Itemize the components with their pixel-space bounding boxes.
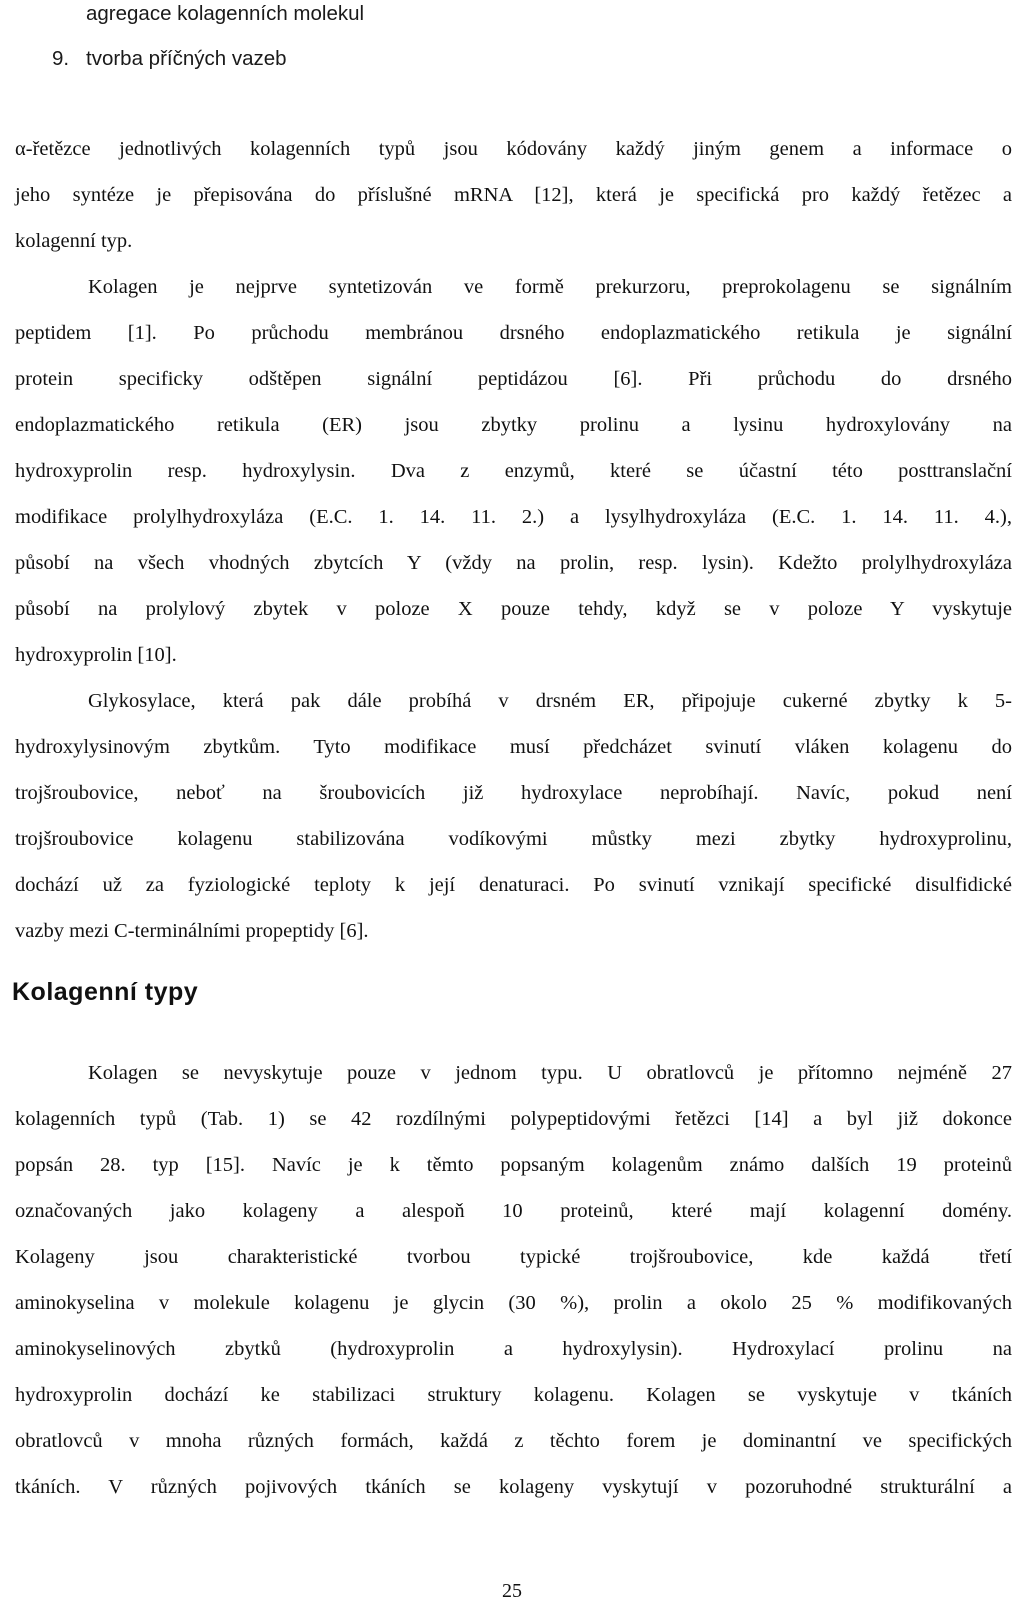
paragraph-line: Kolageny jsou charakteristické tvorbou typické trojšroubovice, kde každá třetí xyxy=(15,1246,1012,1268)
paragraph-line: popsán 28. typ [15]. Navíc je k těmto popsaným kolagenům známo dalších 19 proteinů xyxy=(15,1154,1012,1176)
paragraph-line: kolagenní typ. xyxy=(15,230,133,252)
paragraph-line: endoplazmatického retikula (ER) jsou zbytky prolinu a lysinu hydroxylovány na xyxy=(15,414,1012,436)
list-item-number: 9. xyxy=(52,47,70,70)
section-heading: Kolagenní typy xyxy=(12,978,199,1006)
paragraph-line: aminokyselinových zbytků (hydroxyprolin a hydroxylysin). Hydroxylací prolinu na xyxy=(15,1338,1012,1360)
paragraph-line: hydroxyprolin [10]. xyxy=(15,644,177,666)
paragraph-line: Kolagen je nejprve syntetizován ve formě prekurzoru, preprokolagenu se signálním xyxy=(88,276,1012,298)
paragraph-line: kolagenních typů (Tab. 1) se 42 rozdílnými polypeptidovými řetězci [14] a byl již dokonce xyxy=(15,1108,1012,1130)
paragraph-line: hydroxyprolin resp. hydroxylysin. Dva z enzymů, které se účastní této posttranslační xyxy=(15,460,1012,482)
paragraph-line: aminokyselina v molekule kolagenu je glycin (30 %), prolin a okolo 25 % modifikovaných xyxy=(15,1292,1012,1314)
paragraph-line: působí na prolylový zbytek v poloze X pouze tehdy, když se v poloze Y vyskytuje xyxy=(15,598,1012,620)
paragraph-line: α-řetězce jednotlivých kolagenních typů jsou kódovány každý jiným genem a informace o xyxy=(15,138,1012,160)
paragraph-line: působí na všech vhodných zbytcích Y (vždy na prolin, resp. lysin). Kdežto prolylhydroxyláza xyxy=(15,552,1012,574)
paragraph-line: jeho syntéze je přepisována do příslušné mRNA [12], která je specifická pro každý řetězec a xyxy=(15,184,1012,206)
page-number: 25 xyxy=(502,1580,522,1602)
list-item xyxy=(52,2,364,26)
list-item-text: agregace kolagenních molekul xyxy=(86,2,365,25)
paragraph-line: peptidem [1]. Po průchodu membránou drsného endoplazmatického retikula je signální xyxy=(15,322,1012,344)
list-item xyxy=(52,47,287,71)
paragraph-line: hydroxyprolin dochází ke stabilizaci struktury kolagenu. Kolagen se vyskytuje v tkáních xyxy=(15,1384,1012,1406)
list-item-text: tvorba příčných vazeb xyxy=(86,47,287,70)
paragraph-line: dochází už za fyziologické teploty k její denaturaci. Po svinutí vznikají specifické disulfidické xyxy=(15,874,1012,896)
paragraph-line: trojšroubovice, neboť na šroubovicích již hydroxylace neprobíhají. Navíc, pokud není xyxy=(15,782,1012,804)
paragraph-line: tkáních. V různých pojivových tkáních se kolageny vyskytují v pozoruhodné strukturální a xyxy=(15,1476,1012,1498)
paragraph-line: Glykosylace, která pak dále probíhá v drsném ER, připojuje cukerné zbytky k 5- xyxy=(88,690,1012,712)
paragraph-line: vazby mezi C-terminálními propeptidy [6]. xyxy=(15,920,369,942)
paragraph-line: modifikace prolylhydroxyláza (E.C. 1. 14. 11. 2.) a lysylhydroxyláza (E.C. 1. 14. 11. 4.), xyxy=(15,506,1012,528)
paragraph-line: Kolagen se nevyskytuje pouze v jednom typu. U obratlovců je přítomno nejméně 27 xyxy=(88,1062,1012,1084)
paragraph-line: označovaných jako kolageny a alespoň 10 proteinů, které mají kolagenní domény. xyxy=(15,1200,1012,1222)
paragraph-line: trojšroubovice kolagenu stabilizována vodíkovými můstky mezi zbytky hydroxyprolinu, xyxy=(15,828,1012,850)
paragraph-line: protein specificky odštěpen signální peptidázou [6]. Při průchodu do drsného xyxy=(15,368,1012,390)
paragraph-line: hydroxylysinovým zbytkům. Tyto modifikace musí předcházet svinutí vláken kolagenu do xyxy=(15,736,1012,758)
paragraph-line: obratlovců v mnoha různých formách, každá z těchto forem je dominantní ve specifických xyxy=(15,1430,1012,1452)
